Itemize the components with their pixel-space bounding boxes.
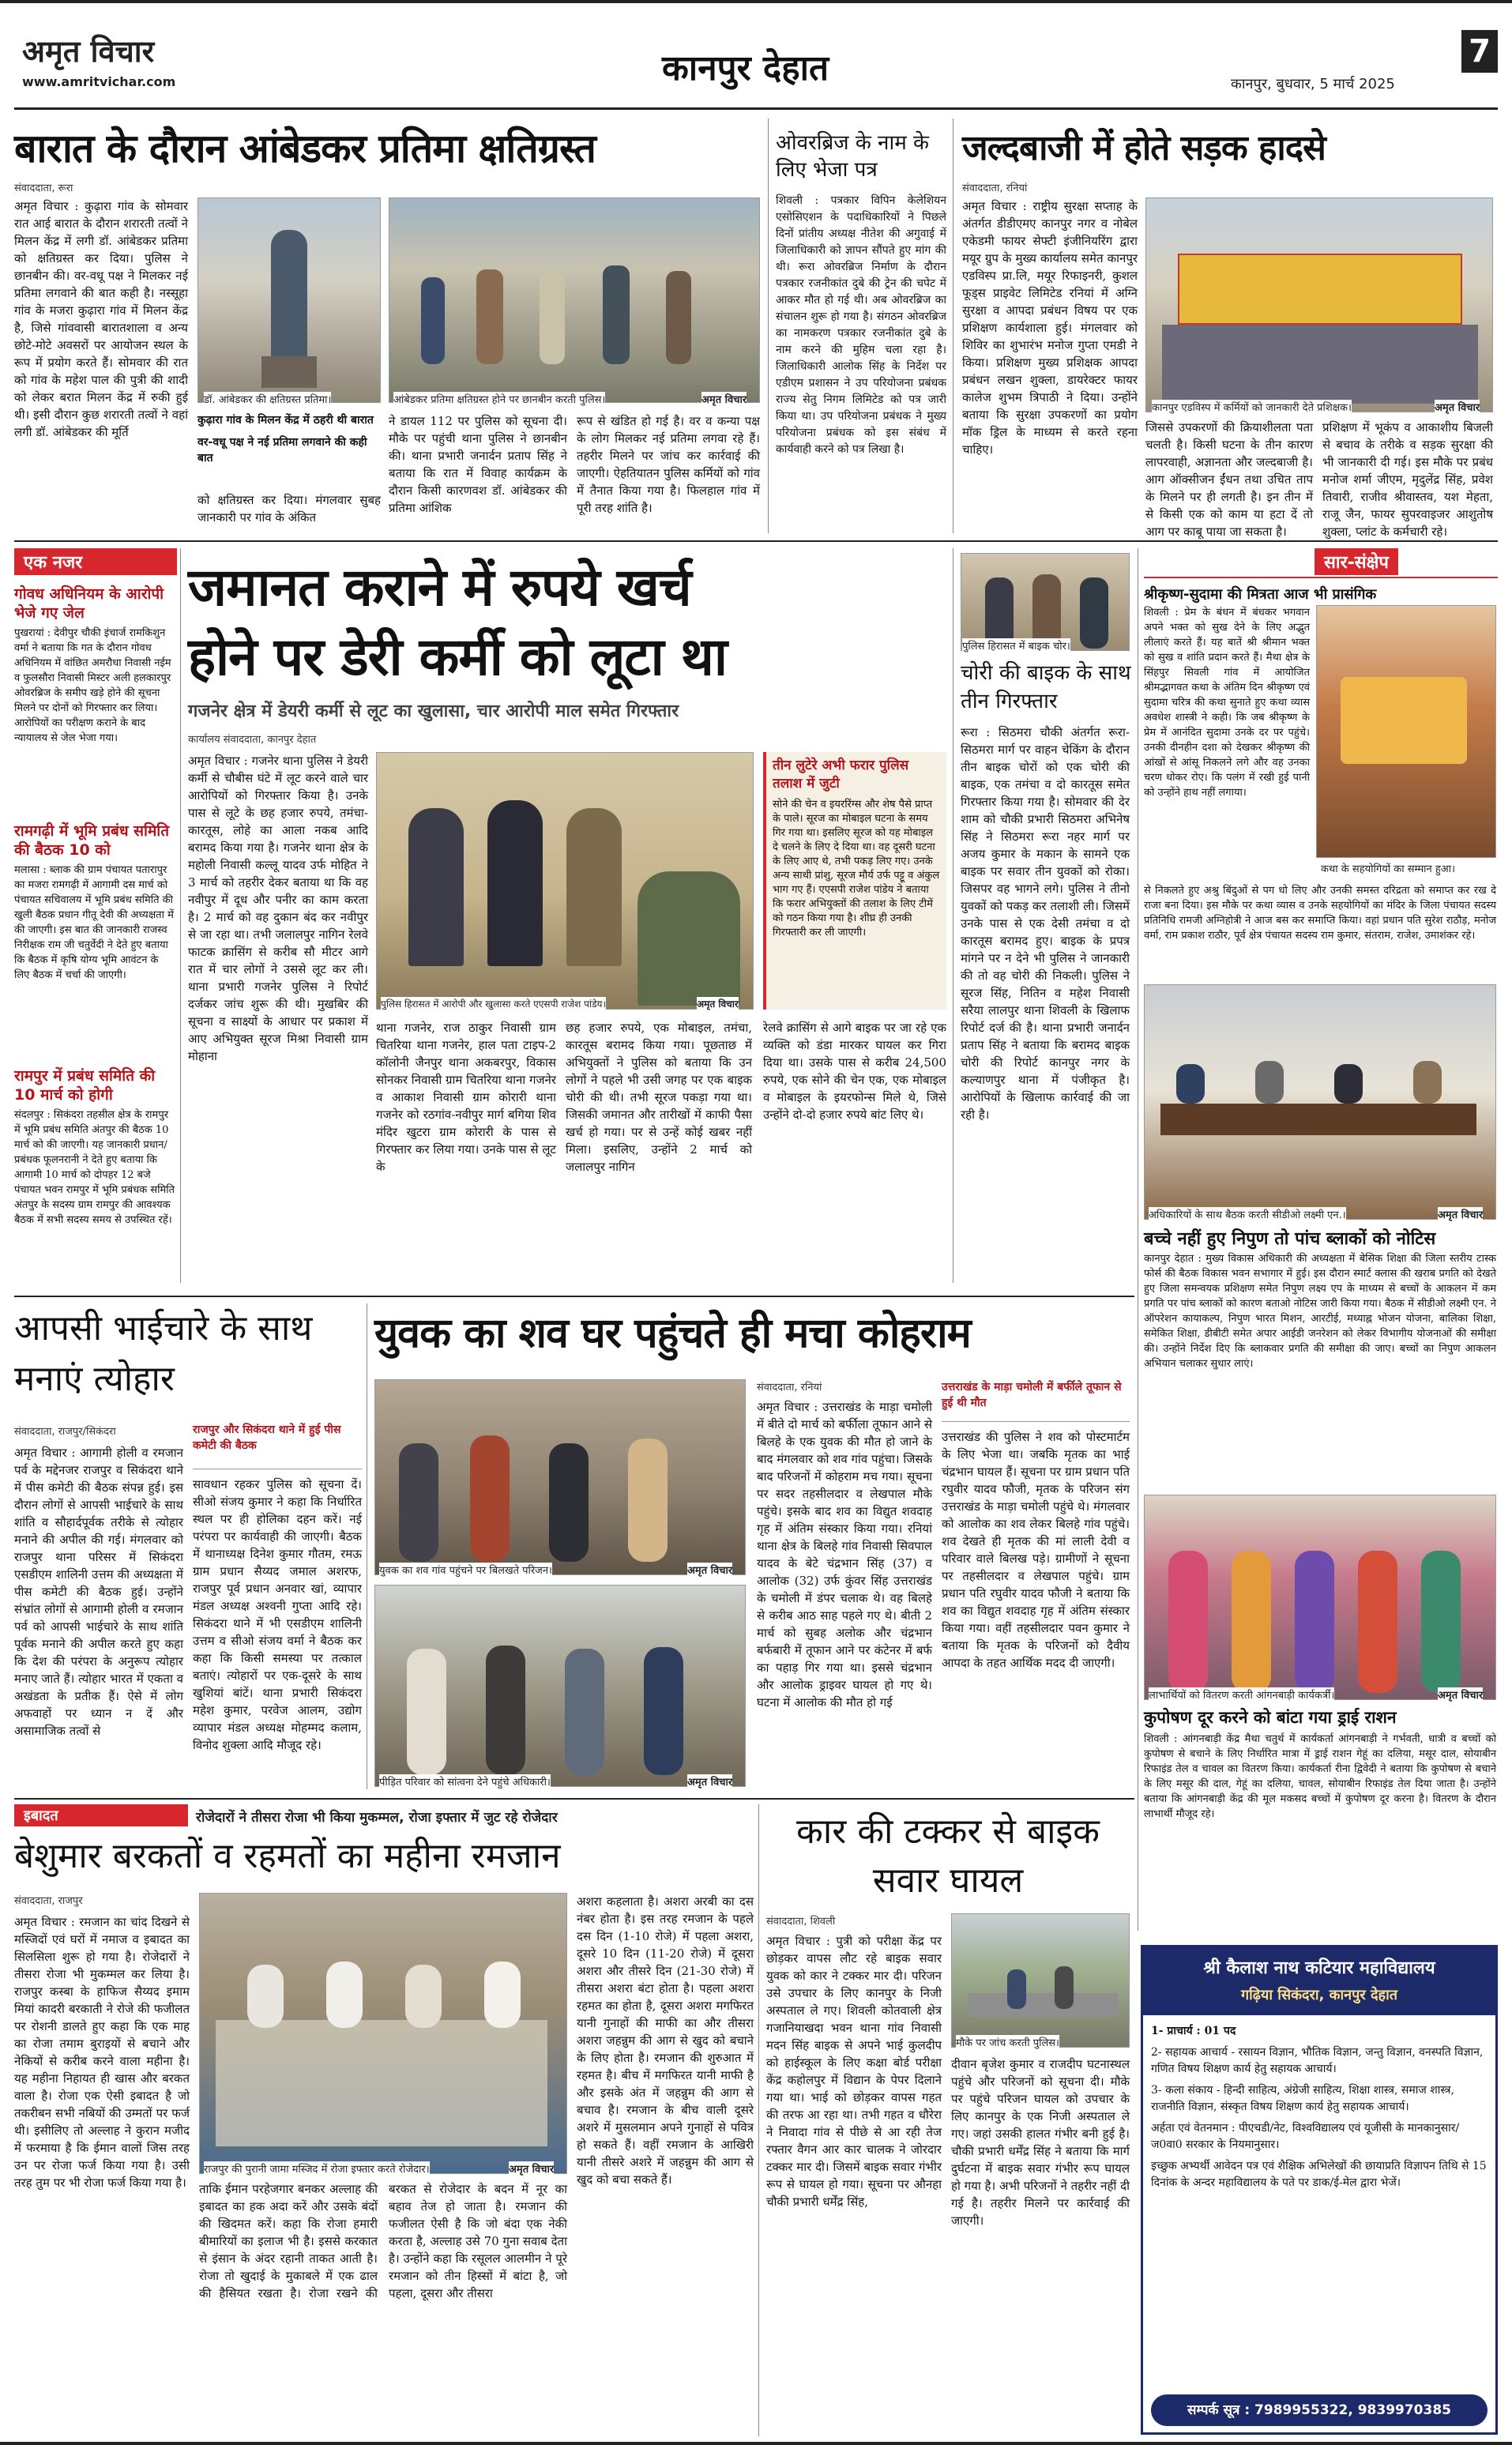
photo2-credit: अमृत विचार bbox=[701, 392, 747, 406]
dateline: कानपुर, बुधवार, 5 मार्च 2025 bbox=[1231, 76, 1395, 92]
divider bbox=[768, 118, 769, 533]
byline: संवाददाता, शिवली bbox=[766, 1916, 836, 1928]
story-ramzan bbox=[14, 1804, 755, 2436]
sar-sankshep-column bbox=[1141, 548, 1498, 1939]
brief-text: शिवली : प्रेम के बंधन में बंधकर भगवान अपने भक्त को सुख देने के लिए अद्भुत लीलाएं करते हैं। यह बातें श्री श्रीमान भक्त को सुख व शांति प्रदान करते हैं। मैथा क्षेत्र के सिंहपुर सिवली गांव में आयोजित श्रीमद्भागवत कथा के अंतिम दिन श्रीकृष्ण एवं सुदामा चरित्र की कथा सुनाते हुए कथा व्यास अवधेश शास्त्री ने कही। कि जब श्रीकृष्ण के प्रेम में आनंदित सुदामा उनके दर पर पहुंचे। उनकी दीनहीन दशा को देखकर श्रीकृष्ण की आंखों से आंसू निकलने लगे और वह उनका चरण धोकर रोए। कि पलंग में रखी हुई पानी को उन्होंने हाथ नहीं लगाया। bbox=[1144, 607, 1310, 799]
photo-credit: अमृत विचार bbox=[1435, 400, 1480, 414]
cdo-meeting-photo bbox=[1144, 984, 1496, 1220]
training-photo bbox=[1145, 197, 1493, 412]
bottom-border bbox=[0, 2442, 1512, 2445]
story-body: अमृत विचार : गजनेर थाना पुलिस ने डेयरी कर्मी से चौबीस घंटे में लूट करने वाले चार आरोपियों को गिरफ्तार किया है। उनके पास से लूटे के छह हजार रुपये, तमंचा-कारतूस, लोहे का आला नकब आदि बरामद किया गया है। गजनेर थाना क्षेत्र के महोली निवासी कल्लू यादव उर्फ मोहित ने 3 मार्च को तहरीर देकर बताया था कि वह नवीपुर में दूध और पनीर का काम करता है। 2 मार्च को वह दुकान बंद कर नवीपुर से जा रहा था। तभी जलालपुर नागिन रेलवे फाटक क्रासिंग से करीब सौ मीटर आगे रात में चार लोगों ने उससे लूट कर ली। थाना प्रभारी गजनेर पुलिस ने रिपोर्ट दर्जकर जांच शुरू की थी। मुखबिर की सूचना व साक्ष्यों के आधार पर प्रकाश में आए अभियुक्त सूरज मिश्रा निवासी ग्राम मोहाना bbox=[188, 754, 368, 1063]
headline: बेशुमार बरकतों व रहमतों का महीना रमजान bbox=[14, 1836, 561, 1876]
story-col4: रेलवे क्रासिंग से आगे बाइक पर जा रहे एक व्यक्ति को डंडा मारकर घायल कर गिरा दिया था। उसके पास से करीब 24,500 रुपये, एक सोने की चेन एक, एक मोबाइल व मोबाइल के इयरफोन्स मिले थे, जिसे उन्होंने दो-दो हजार रुपये बांट लिए थे। bbox=[763, 1021, 946, 1122]
ration-caption: लाभार्थियों को वितरण करती आंगनबाड़ी कार्यकर्त्री। bbox=[1149, 1687, 1334, 1702]
side-box bbox=[763, 752, 946, 1010]
byline: संवाददाता, रनियां bbox=[757, 1382, 822, 1394]
bullet-box bbox=[942, 1379, 1130, 1422]
headline: चोरी की बाइक के साथ तीन गिरफ्तार bbox=[961, 661, 1131, 713]
side-box-text: सोने की चेन व इयररिंग्स और शेष पैसे प्राप्त के पाले। सूरज का मोबाइल घटना के समय गिर गया था। इसलिए सूरज को यह मोबाइल दे चलने के लिए दे दिया था। वह दूसरी घटना के लिए आए थे, तभी पकड़ लिए गए। उनके अन्य साथी प्रांशु, सूरज मौर्य उर्फ पट्टू व अंकुल भाग गए हैं। एएसपी राजेश पांडेय ने बताया कि फरार अभियुक्तों की तलाश के लिए टीमें को गठन किया गया है। शीघ्र ही उनकी गिरफ्तारी कर ली जाएगी। bbox=[773, 799, 940, 939]
brief-text-4: शिवली : आंगनबाड़ी केंद्र मैथा चतुर्थ में कार्यकर्ता आंगनबाड़ी ने गर्भवती, धात्री व बच्चों को कुपोषण से बचाने के लिए निर्धारित मात्रा में ड्राई राशन गेहूं का दलिया, मसूर दाल, सोयाबीन रिफाइंड तेल व चावल का वितरण किया। कार्यकर्ता रीना द्विवेदी ने बताया कि कुपोषण से बचाने के लिए मसूर की दाल, गेहूं का दलिया, चावल, सोयाबीन रिफाइंड तेल दिया जाता है। उन्होंने बताया कि आंगनबाड़ी केंद्र की मूल मकसद बच्चों में कुपोषण दूर करना है। वितरण के दौरान लाभार्थी मौजूद रहे। bbox=[1144, 1733, 1496, 1820]
photo-caption: कानपुर एडविस्प में कर्मियों को जानकारी देते प्रशिक्षक। bbox=[1152, 400, 1352, 414]
accident-site-photo bbox=[951, 1913, 1130, 2048]
ad-line: अर्हता एवं वेतनमान : पीएचडी/नेट, विश्वविद्यालय एवं यूजीसी के मानकानुसार/ज0वा0 सरकार के नियमानुसार। bbox=[1151, 2122, 1460, 2151]
byline: संवाददाता, रूरा bbox=[14, 182, 73, 194]
ad-line: 1- प्राचार्य : 01 पद bbox=[1151, 2025, 1236, 2037]
photo-credit: अमृत विचार bbox=[509, 2161, 554, 2176]
divider bbox=[180, 548, 181, 1283]
grieving-family-photo bbox=[374, 1379, 746, 1575]
katha-photo bbox=[1316, 605, 1496, 858]
ad-line: 3- कला संकाय - हिन्दी साहित्य, अंग्रेजी साहित्य, शिक्षा शास्त्र, समाज शास्त्र, राजनीति विज्ञान, संस्कृत विषय शिक्षण कार्य हेतु सहायक आचार्य। bbox=[1151, 2084, 1454, 2113]
headline: जल्दबाजी में होते सड़क हादसे bbox=[962, 128, 1326, 168]
ad-line: इच्छुक अभ्यर्थी आवेदन पत्र एवं शैक्षिक अभिलेखों की छायाप्रति विज्ञापन तिथि से 15 दिनांक के अन्दर महाविद्यालय के पते पर डाक/ई-मेल द्वारा भेजें। bbox=[1151, 2160, 1487, 2189]
story-body: अमृत विचार : रमजान का चांद दिखने से मस्जिदों एवं घरों में नमाज व इबादत का सिलसिला शुरू हो गया है। रोजेदारों ने तीसरा रोजा भी मुकम्मल कर लिया है। राजपुर कस्बा के हाफिज सैय्यद इमाम मियां कादरी बरकाती ने रोजे की फजीलत पर रोशनी डालते हुए कहा कि एक माह का रोजा तमाम बुराइयों से बचाने और नेकियों से करीब करने वाला महीना है। यह महीना निहायत ही खास और बरकत वाला है। रोजा एक ऐसी इबादत है जो तकरीबन सभी नबियों की उम्मतों पर फर्ज थी। इसीलिए तो अल्लाह ने कुरान मजीद में फरमाया है कि ईमान वालों जिस तरह उन पर रोजा फर्ज किया गया है। उसी तरह तुम पर भी रोजा फर्ज किया गया है। bbox=[14, 1915, 190, 2190]
photo1-caption: युवक का शव गांव पहुंचने पर बिलखते परिजन। bbox=[379, 1563, 552, 1577]
ad-header bbox=[1143, 1947, 1495, 2015]
website-link[interactable]: www.amritvichar.com bbox=[22, 74, 176, 89]
story-youth-body bbox=[370, 1303, 1134, 1793]
story-col2: जिससे उपकरणों की क्रियाशीलता पता चलती है। किसी घटना के तीन कारण लापरवाही, अज्ञानता और जल्दबाजी है। आग ऑक्सीजन ईंधन तथा उचित ताप के मिलने पर ही लगती है। इन तीन में से किसी एक को काम या हटा दें तो आग पर काबू पाया जा सकता है। bbox=[1145, 420, 1313, 539]
bullet-2: वर-वधू पक्ष ने नई प्रतिमा लगवाने की कही बात bbox=[197, 436, 367, 465]
cdo-credit: अमृत विचार bbox=[1438, 1207, 1483, 1221]
headline-line2: होने पर डेरी कर्मी को लूटा था bbox=[188, 626, 727, 687]
bullet: राजपुर और सिकंदरा थाने में हुई पीस कमेटी की बैठक bbox=[193, 1424, 341, 1452]
masthead bbox=[14, 8, 1499, 103]
story-body: अमृत विचार : कुढ़ारा गांव के सोमवार रात आई बारात के दौरान शरारती तत्वों ने मिलन केंद्र में लगी डॉ. आंबेडकर प्रतिमा को क्षतिग्रस्त कर दिया। पुलिस ने छानबीन की। वर-वधू पक्ष ने मिलकर नई प्रतिमा लगवाने की बात कही है। नस्सूहा गांव के मजरा कुढ़ारा गांव में मिलन केंद्र है, जिसे गांववासी बारातशाला व अन्य छोटे-मोटे अवसरों पर आयोजन स्थल के रूप में प्रयोग करते हैं। सोमवार की रात को गांव के महेश पाल की पुत्री की शादी को लेकर बरात मिलन केंद्र में रुकी हुई थी। इसी दौरान कुछ शरारती तत्वों ने वहां लगी डॉ. आंबेडकर की मूर्ति bbox=[14, 199, 188, 439]
byline: कार्यालय संवाददाता, कानपुर देहात bbox=[188, 734, 317, 746]
bullet-box bbox=[193, 1422, 362, 1469]
story-col2: ने डायल 112 पर पुलिस को सूचना दी। मौके पर पहुंची थाना पुलिस ने छानबीन की। थाना प्रभारी जनार्दन प्रताप सिंह ने बताया कि रात में विवाह कार्यक्रम के दौरान किसी कारणवश डॉ. आंबेडकर की प्रतिमा आंशिक bbox=[389, 414, 567, 515]
story-col3: ताकि ईमान परहेजगार बनकर अल्लाह की इबादत का हक अदा करें और उसके बंदों की खिदमत करें। कहा कि रोजा हमारी बीमारियों का इलाज भी है। इससे करकात से इंसान के अंदर रहानी ताकत आती है। रोजा तो खुदाई के मुकाबले में एक ढाल की हैसियत रखता है। रोजा रखने की बरकत से रोजेदार के बदन में नूर का बहाव तेज हो जाता है। रमजान की फजीलत ऐसी है कि जो बंदा एक नेकी करता है, अल्लाह उसे 70 गुना सवाब देता है। उन्होंने कहा कि रसूलल आलमीन ने पूरे रमजान को तीन हिस्सों में बांटा है, जो पहला, दूसरा और तीसरा bbox=[199, 2182, 567, 2300]
story-car-collision bbox=[762, 1804, 1134, 2436]
brief-heading: श्रीकृष्ण-सुदामा की मित्रता आज भी प्रासंगिक bbox=[1144, 586, 1377, 603]
row-rule bbox=[14, 1296, 1134, 1297]
byline: संवाददाता, रनियां bbox=[962, 182, 1028, 194]
photo-caption: मौके पर जांच करती पुलिस। bbox=[956, 2035, 1059, 2049]
headline: कार की टक्कर से बाइक सवार घायल bbox=[796, 1811, 1100, 1901]
story-col2: उत्तराखंड की पुलिस ने शव को पोस्टमार्टम के लिए भेजा था। जबकि मृतक का भाई चंद्रभान घायल हैं। सूचना पर ग्राम प्रधान पति रघुवीर यादव फौजी, मृतक के परिजन संग उत्तराखंड के माड़ा चमोली पहुंचे थे। मंगलवार को आलोक का शव लेकर बिलहे गांव पहुंचे। शव देखते ही मृतक की मां लाली देवी व परिवार वाले बिलख पड़े। ग्रामीणों ने सूचना पर तहसीलदार व लेखपाल पहुंचे। ग्राम प्रधान पति रघुवीर यादव फौजी ने बताया कि शव का विद्युत शवदाह गृह में अंतिम संस्कार किया गया। वहीं तहसीलदार पवन कुमार ने बताया कि मृतक के परिजनों को दैवीय आपदा के तहत आर्थिक मदद दी जाएगी। bbox=[942, 1430, 1130, 1670]
ek-nazar-item: गोवध अधिनियम के आरोपी भेजे गए जेल पुखरायां : देवीपुर चौकी इंचार्ज रामकिशुन वर्मा ने बताया कि गत के दौरान गोवध अधिनियम में वांछित अमरौधा निवासी नईम व फुलसौरा निवासी मिस्टर अली हलकारपुर ओवरब्रिज के समीप खड़े होने की सूचना मिलने पर दोनों को गिरफ्तार कर लिया। आरोपियों का परीक्षण कराने के बाद न्यायालय से जेल भेजा गया। bbox=[14, 585, 171, 744]
headline: युवक का शव घर पहुंचते ही मचा कोहराम bbox=[374, 1310, 971, 1357]
divider bbox=[758, 1804, 759, 2436]
ad-subtitle: गढ़िया सिकंदरा, कानपुर देहात bbox=[1240, 1987, 1397, 2003]
ek-nazar-label: एक नजर bbox=[14, 548, 177, 575]
brief-text-2: से निकलते हुए अश्रु बिंदुओं से पग धो लिए और उनकी समस्त दरिद्रता को समाप्त कर रख दे राजा बना दिया। इस मौके पर कथा व्यास व उनके सहयोगियों का मंदिर के जिला पंचायत सदस्य प्रतिनिधि रामजी अग्निहोत्री ने आज बस कर समाप्ति किया। वहां प्रधान पति सुरेश राठौड़, मनोज वर्मा, राम प्रकाश राठौर, पूर्व क्षेत्र पंचायत सदस्य राम कुमार, संतराम, राजेश, उमाशंकर रहे। bbox=[1144, 885, 1496, 942]
ek-nazar-item: रामपुर में प्रबंध समिति की 10 मार्च को होगी संदलपुर : सिकंदरा तहसील क्षेत्र के रामपुर में भूमि प्रबंध समिति अंतपुर की बैठक 10 मार्च को की जाएगी। यह जानकारी प्रधान/प्रबंधक फूलनरानी ने देते हुए बताया कि आगामी 10 मार्च को दोपहर 12 बजे पंचायत भवन रामपुर में भूमि प्रबंधक समिति अंतपुर के सदस्य ग्राम रामपुर की आवश्यक बैठक में सभी सदस्य समय से उपस्थित रहें। bbox=[14, 1067, 175, 1226]
story-body: अमृत विचार : उत्तराखंड के माड़ा चमोली में बीते दो मार्च को बर्फीला तूफान आने से बिलहे के एक युवक की मौत हो जाने के बाद मंगलवार को शव गांव पहुंचा। जिसके बाद परिजनों में कोहराम मच गया। सूचना पर सदर तहसीलदार व लेखपाल मौके पहुंचे। इसके बाद शव का विद्युत शवदाह गृह में अंतिम संस्कार किया गया। रनियां थाना क्षेत्र के बिलहे गांव निवासी सिवपाल यादव के बेटे चंद्रभान सिंह (37) व आलोक (32) उर्फ कुंवर सिंह उत्तराखंड के चमोली में डंपर चलाक थे। वह बिलहे से करीब आठ साह पहले गए थे। बीती 2 मार्च को सुबह अलोक और चंद्रभान बर्फबारी में तूफान आने पर कंटेनर में बर्फ का पहाड़ गिर गया था। इससे चंद्रभान और आलोक ड्राइवर घायल हो गए थे। घटना में आलोक की मौत हो गई bbox=[757, 1400, 932, 1710]
story-bike-thieves bbox=[956, 548, 1134, 1291]
story-col2: अशरा कहलाता है। अशरा अरबी का दस नंबर होता है। इस तरह रमजान के पहले दस दिन (1-10 रोजे) में पहला अशरा, दूसरे 10 दिन (11-20 रोजे) में दूसरा अशरा और तीसरे दिन (21-30 रोजे) में तीसरा अशरा बंटा होता है। पहला अशरा रहमत का होता है, दूसरा अशरा मगफिरत यानी गुनाहों की माफी का और तीसरा अशरा जहन्नुम की आग से खुद को बचाने के लिए होता है। रमजान की शुरुआत में रहमत है। बीच में मगफिरत यानी माफी है और इसके अंत में जहन्नुम की आग से बचाव है। रमजान के बीच वाली दूसरे अशरे में मुसलमान अपने गुनाहों से पवित्र हो सकते हैं। वहीं रमजान के आखिरी यानी तीसरे अशरे में जहन्नुम की आग से खुद को बचा सकते हैं। bbox=[577, 1894, 754, 2187]
byline: संवाददाता, राजपुर/सिकंदरा bbox=[14, 1426, 116, 1438]
label-rule bbox=[1144, 577, 1498, 578]
ad-body bbox=[1151, 2023, 1488, 2379]
story-col2: दीवान बृजेश कुमार व राजदीप घटनास्थल पहुंचे और परिजनों को सूचना दी। मौके पर पहुंचे परिजन घायल को उपचार के लिए कानपुर के एक निजी अस्पताल ले गए। जहां उसकी हालत गंभीर बनी हुई है। चौकी प्रभारी धर्मेंद्र सिंह ने बताया कि मार्ग दुर्घटना में बाइक सवार गंभीर रूप घायल हो गया है। अभी परिजनों ने तहरीर नहीं दी गई है। तहरीर मिलने पर कार्रवाई की जाएगी। bbox=[951, 2057, 1130, 2228]
photo1-credit: अमृत विचार bbox=[687, 1563, 732, 1577]
brief-heading-2: बच्चे नहीं हुए निपुण तो पांच ब्लाकों को नोटिस bbox=[1144, 1229, 1436, 1249]
byline: संवाददाता, राजपुर bbox=[14, 1895, 83, 1907]
page-number: 7 bbox=[1461, 30, 1498, 73]
ek-nazar-sidebar bbox=[14, 548, 177, 1299]
brief-heading-3: कुपोषण दूर करने को बांटा गया ड्राई राशन bbox=[1144, 1708, 1397, 1727]
ek-nazar-item: रामगढ़ी में भूमि प्रबंध समिति की बैठक 10 को मलासा : ब्लाक की ग्राम पंचायत पतारापुर का मजरा रामगढ़ी में आगामी दस मार्च को पंचायत सचिवालय में भूमि प्रबंध समिति की खुली बैठक प्रधान गीतू देवी की अध्यक्षता में की जाएगी। इस बात की जानकारी राजस्व निरीक्षक राम जी चतुर्वेदी ने देते हुए बताया कि बैठक में कृषि योग्य भूमि आवंटन के लिए बैठक में चर्चा की जाएगी। bbox=[14, 822, 174, 981]
photo-caption: पुलिस हिरासत में आरोपी और खुलासा करते एएसपी राजेश पांडेय। bbox=[381, 999, 606, 1010]
masthead-rule bbox=[14, 107, 1498, 110]
top-border bbox=[0, 0, 1512, 3]
story-body: शिवली : पत्रकार विपिन केलेशियन एसोसिएशन के पदाधिकारियों ने पिछले दिनों प्रांतीय अध्यक्ष नीतेश की अगुवाई में जिलाधिकारी को ज्ञापन सौंपते हुए मांग की थी। रूरा ओवरब्रिज निर्माण के दौरान पत्रकार रजनीकांत दुबे की ट्रेन की चपेट में आकर मौत हो गई थी। अब ओवरब्रिज का संचालन शुरू हो गया है। संगठन ओवरब्रिज का नामकरण पत्रकार रजनीकांत दुबे के नाम करने की मुहिम चला रहा है। जिलाधिकारी आलोक सिंह के निर्देश पर एडीएम प्रशासन ने उप परियोजना प्रबंधक राज्य सेतु निगम लिमिटेड को पत्र जारी किया था। उप परियोजना प्रबंधक ने मुख्य परियोजना प्रबंधक को इस संबंध में कार्यवाही करने को पत्र लिखा है। bbox=[776, 194, 946, 456]
section-title: कानपुर देहात bbox=[662, 48, 829, 88]
row-rule bbox=[14, 1798, 1134, 1800]
iftar-photo bbox=[199, 1893, 567, 2174]
college-advertisement bbox=[1141, 1945, 1498, 2435]
headline: आपसी भाईचारे के साथ मनाएं त्योहार bbox=[14, 1308, 313, 1399]
story-body: अमृत विचार : पुत्री को परीक्षा केंद्र पर छोड़कर वापस लौट रहे बाइक सवार युवक को कार ने टक्कर मार दी। परिजन उसे उपचार के लिए कानपुर के निजी अस्पताल ले गए। शिवली कोतवाली क्षेत्र गजानियाखदा भवन थाना गांव निवासी मदन सिंह बाइक से अपने भाई कुलदीप को हाईस्कूल के लिए कक्षा बोर्ड परीक्षा केंद्र कहोलपुर में विद्यान के पेपर दिलाने गया था। भाई को छोड़कर वापस गहत की तरफ आ रहा था। तभी गहत व धौरेरा ने निवादा गांव से पीछे से आ रही तेज रफ्तार वैगन आर कार चालक ने जोरदार टक्कर मार दी। जिसमें बाइक सवार गंभीर रूप से घायल हो गया। सूचना पर औनहा चौकी प्रभारी धर्मेंद्र सिंह, bbox=[766, 1934, 942, 2209]
brief-text-3: कानपुर देहात : मुख्य विकास अधिकारी की अध्यक्षता में बेसिक शिक्षा की जिला स्तरीय टास्क फोर्स की बैठक विकास भवन सभागार में हुई। इस दौरान स्मार्ट क्लास की खराब प्रगति को देखते हुए जिला समन्वयक प्रशिक्षण समेत निपुण लक्ष्य एप के माध्यम से बच्चों के आकलन में कम प्रगति पर पांच ब्लाकों को कारण बताओ नोटिस जारी किया गया। बैठक में सीडीओ लक्ष्मी एन. ने ऑपरेशन कायाकल्प, निपुण भारत मिशन, आरटीई, मध्याह्न भोजन योजना, बालिका शिक्षा, समेकित शिक्षा, डीबीटी समेत अपार आईडी जनरेशन को लेकर विभागीय योजनाओं की समीक्षा की। उन्होंने निर्देश दिए कि ब्लाकवार प्रगति की समीक्षा की जाए। बच्चों का निपुण आकलन अभियान चलाकर सुधार लाएं। bbox=[1144, 1253, 1496, 1370]
ration-credit: अमृत विचार bbox=[1438, 1687, 1483, 1702]
story-mid: को क्षतिग्रस्त कर दिया। मंगलवार सुबह जानकारी पर गांव के अंकित bbox=[197, 493, 381, 525]
deck: गजनेर क्षेत्र में डेयरी कर्मी से लूट का खुलासा, चार आरोपी माल समेत गिरफ्तार bbox=[188, 702, 679, 721]
ad-line: 2- सहायक आचार्य - रसायन विज्ञान, भौतिक विज्ञान, जन्तु विज्ञान, वनस्पति विज्ञान, गणित विषय शिक्षण कार्य हेतु सहायक आचार्य। bbox=[1151, 2046, 1484, 2075]
bullet: उत्तराखंड के माड़ा चमोली में बर्फीले तूफान से हुई थी मौत bbox=[942, 1381, 1122, 1409]
photo-caption: राजपुर की पुरानी जामा मस्जिद में रोजा इफ्तार करते रोजेदार। bbox=[204, 2161, 430, 2176]
headline: बारात के दौरान आंबेडकर प्रतिमा क्षतिग्रस्त bbox=[14, 126, 596, 171]
photo-caption: पुलिस हिरासत में बाइक चोर। bbox=[962, 638, 1070, 653]
photo1-caption: डॉ. आंबेडकर की क्षतिग्रस्त प्रतिमा। bbox=[204, 392, 331, 406]
bullet-1: कुढ़ारा गांव के मिलन केंद्र में ठहरी थी बारात bbox=[197, 414, 374, 427]
story-col3: रूप से खंडित हो गई है। वर व कन्या पक्ष के लोग मिलकर नई प्रतिमा लगवा रहे हैं। तहरीर मिलने पर जांच कर कार्रवाई की जाएगी। ऐहतियातन पुलिस कर्मियों को गांव में तैनात किया गया है। फिलहाल गांव में पूरी तरह शांति है। bbox=[577, 414, 760, 515]
ibadat-tagline: रोजेदारों ने तीसरा रोजा भी किया मुकम्मल, रोजा इफ्तार में जुट रहे रोजेदार bbox=[196, 1810, 558, 1826]
ration-distribution-photo bbox=[1144, 1495, 1496, 1700]
paper-logo: अमृत विचार bbox=[22, 34, 155, 69]
photo2-caption: आंबेडकर प्रतिमा क्षतिग्रस्त होने पर छानबीन करती पुलिस। bbox=[393, 392, 605, 406]
headline-line1: जमानत कराने में रुपये खर्च bbox=[188, 557, 691, 618]
officials-visit-photo bbox=[374, 1585, 746, 1787]
ambedkar-statue-photo bbox=[197, 197, 381, 403]
story-col3: छह हजार रुपये, एक मोबाइल, तमंचा, कारतूस बरामद किया गया। पूछताछ में अभियुक्तों ने पुलिस को बताया कि उन लोगों ने पहले भी उसी जगह पर एक बाइक चोरी की थी। तभी सूरज पकड़ा गया था। जिसकी जमानत और तारीखों में काफी पैसा खर्च हो गया। पर से उन्हें कोई खबर नहीं मिला। इसलिए, उन्होंने 2 मार्च को जलालपुर नागिन bbox=[566, 1021, 752, 1174]
story-dairy-robbery bbox=[183, 548, 950, 1291]
story-body: अमृत विचार : राष्ट्रीय सुरक्षा सप्ताह के अंतर्गत डीडीएमए कानपुर नगर व नोबेल एकेडमी फायर सेफ्टी इंजीनियरिंग द्वारा मयूर ग्रुप के मुख्य कार्यालय समेत कानपुर एडविस्प प्रा.लि, मयूर रिफाइनरी, कुशल फूड्स प्राइवेट लिमिटेड रनियां में अग्नि सुरक्षा व आपदा प्रबंधन विषय पर एक प्रशिक्षण कार्यशाला हुई। मंगलवार को शिविर का शुभारंभ मनोज गुप्ता एमडी ने किया। प्रशिक्षण मुख्य प्रशिक्षक आपदा प्रबंधन लखन शुक्ला, डायरेक्टर फायर कालेज शुभम त्रिपाठी ने दिया। उन्होंने बताया कि सुरक्षा उपकरणों का प्रयोग मॉक ड्रिल के माध्यम से करते रहना चाहिए। bbox=[962, 199, 1138, 457]
accused-photo bbox=[376, 752, 754, 1010]
ad-contact[interactable]: सम्पर्क सूत्र : 7989955322, 9839970385 bbox=[1151, 2394, 1488, 2426]
story-ambedkar bbox=[14, 118, 765, 537]
story-body: अमृत विचार : आगामी होली व रमजान पर्व के मद्देनजर राजपुर व सिकंदरा थाने में पीस कमेटी की बैठक संपन्न हुई। इस दौरान लोगों से आपसी भाईचारे के साथ शांति व सौहार्दपूर्वक तरीके से त्योहार मनाने की अपील की गई। मंगलवार को राजपुर थाना परिसर में सिकंदरा एसडीएम शालिनी उत्तम की अध्यक्षता में पीस कमेटी की बैठक हुई। उन्होंने संभ्रांत लोगों से आगामी होली व रमजान पर्व को आपसी भाईचारे के साथ शांति पूर्वक मनाने की अपील करते हुए कहा कि देश की परंपरा के अनुरूप त्योहार मनाए जाते हैं। त्योहार भारत में एकता व अखंडता के प्रतीक हैं। ऐसे में लोग अफवाहों पर ध्यान न दें और असामाजिक तत्वों से bbox=[14, 1446, 183, 1738]
headline: ओवरब्रिज के नाम के लिए भेजा पत्र bbox=[776, 131, 930, 182]
story-col3: प्रशिक्षण में भूकंप व आकाशीय बिजली से बचाव के तरीके व सड़क सुरक्षा की भी जानकारी दी गई। इस मौके पर प्रबंध मनोज शर्मा जीएम, मृदुलेंद्र सिंह, प्रवेश तिवारी, राजीव श्रीवास्तव, यश मेहता, राजू जैन, फायर सुपरवाइजर आशुतोष शुक्ला, प्लांट के कर्मचारी रहे। bbox=[1322, 420, 1493, 539]
story-road-accidents bbox=[956, 118, 1498, 537]
photo2-caption: पीड़ित परिवार को सांत्वना देने पहुंचे अधिकारी। bbox=[379, 1774, 551, 1789]
story-body: रूरा : सिठमरा चौकी अंतर्गत रूरा-सिठमरा मार्ग पर वाहन चेकिंग के दौरान तीन बाइक चोरों को एक चोरी की बाइक, एक तमंचा व दो कारतूस समेत गिरफ्तार किया गया है। सोमवार की देर शाम को चौकी प्रभारी सिठमरा अभिनेष सिंह ने सिठमरा रूरा नहर मार्ग पर अजय कुमार के मकान के सामने एक बाइक पर सवार तीन युवकों को रोका। जिसपर वह भागने लगे। पुलिस ने तीनो युवकों को पकड़ कर तलाशी ली। जिसमें उनके पास से एक देसी तमंचा व दो कारतूस बरामद हुए। बाइक के प्रपत्र मांगने पर न देने भी पुलिस ने जानकारी की तो वह चोरी की निकली। पुलिस ने सूरज सिंह, नितिन व महेश निवासी सरैया लालपुर थाना शिवली के खिलाफ रिपोर्ट दर्ज की है। थाना प्रभारी जनार्दन प्रताप सिंह ने बताया कि बरामद बाइक चोरी की रिपोर्ट कानपुर नगर के कल्याणपुर थाना में पंजीकृत है। आरोपियों के खिलाफ कार्रवाई की जा रही है। bbox=[961, 725, 1130, 1122]
story-col2: थाना गजनेर, राज ठाकुर निवासी ग्राम चितरिया थाना गजनेर, हाल पता टाइप-2 कॉलोनी जैनपुर थाना अकबरपुर, विकास सोनकर निवासी ग्राम चितरिया थाना गजनेर व आकाश निवासी ग्राम कोरारी थाना गजनेर को रठगांव-नवीपुर मार्ग बगिया शिव मंदिर खुटरा ग्राम कोरारी के पास से गिरफ्तार कर लिया गया। उनके पास से लूट के bbox=[376, 1021, 556, 1174]
police-inspection-photo bbox=[389, 197, 760, 403]
story-overbridge bbox=[771, 118, 950, 537]
photo-credit: अमृत विचार bbox=[697, 999, 739, 1010]
cdo-caption: अधिकारियों के साथ बैठक करती सीडीओ लक्ष्मी एन.। bbox=[1149, 1207, 1346, 1221]
bullet-box bbox=[197, 412, 381, 488]
side-box-title: तीन लुटेरे अभी फरार पुलिस तलाश में जुटी bbox=[773, 758, 909, 792]
katha-caption: कथा के सहयोगियों का सम्मान हुआ। bbox=[1321, 861, 1455, 875]
ad-title: श्री कैलाश नाथ कटियार महाविद्यालय bbox=[1203, 1958, 1435, 1978]
story-peace-committee bbox=[14, 1303, 363, 1793]
row-rule bbox=[14, 540, 1498, 542]
bike-thieves-photo bbox=[961, 553, 1130, 651]
photo2-credit: अमृत विचार bbox=[687, 1774, 732, 1789]
story-col2: सावधान रहकर पुलिस को सूचना दें। सीओ संजय कुमार ने कहा कि निर्धारित स्थल पर ही होलिका दहन करें। नई परंपरा पर कार्यवाही की जाएगी। बैठक में थानाध्यक्ष दिनेश कुमार गौतम, रमऊ ग्राम प्रधान सैय्यद जमाल अशरफ, राजपुर पूर्व प्रधान अनवार खां, व्यापार मंडल अध्यक्ष अश्वनी गुप्ता आदि रहे। सिकंदरा थाने में भी एसडीएम शालिनी उत्तम व सीओ संजय वर्मा ने बैठक कर कहा कि किसी समस्या पर तत्काल बताएं। त्योहारों पर एक-दूसरे के साथ खुशियां बांटें। थाना प्रभारी सिकंदरा महेश कुमार, परवेज आलम, उद्योग व्यापार मंडल अध्यक्ष मोहम्मद कलाम, विनोद शुक्ला आदि मौजूद रहे। bbox=[193, 1477, 362, 1752]
ibadat-label: इबादत bbox=[14, 1804, 188, 1826]
sar-sankshep-label: सार-संक्षेप bbox=[1315, 548, 1398, 575]
